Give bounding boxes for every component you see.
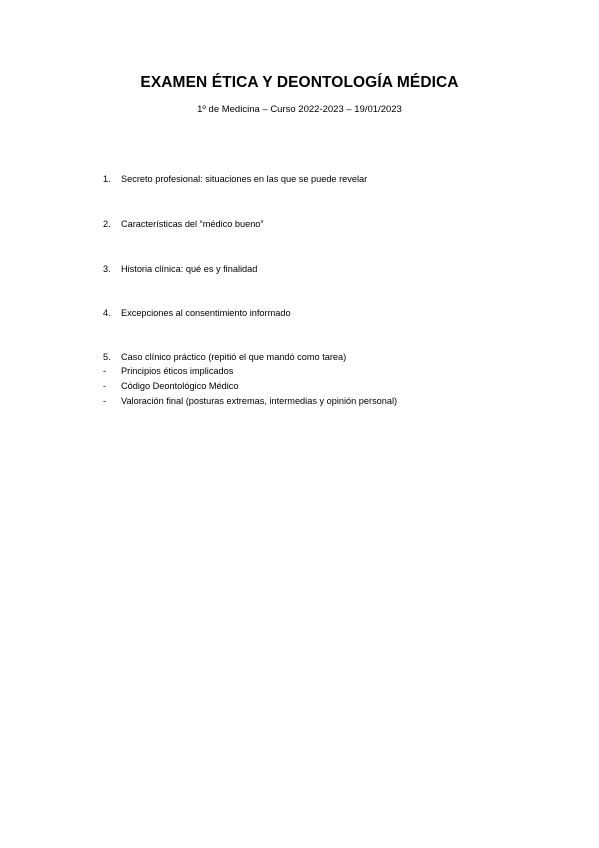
question-number: 2. <box>103 219 111 229</box>
question-item <box>103 174 367 184</box>
subitem-text: Principios éticos implicados <box>121 366 234 376</box>
question-text: Excepciones al consentimiento informado <box>121 308 291 318</box>
document-title: EXAMEN ÉTICA Y DEONTOLOGÍA MÉDICA <box>140 74 459 91</box>
question-item <box>103 264 257 274</box>
question-text: Características del “médico bueno” <box>121 219 264 229</box>
subitem-marker: - <box>103 396 107 406</box>
question-number: 3. <box>103 264 111 274</box>
question-text: Caso clínico práctico (repitió el que mandó como tarea) <box>121 352 347 362</box>
subitem-marker: - <box>103 366 107 376</box>
question-number: 4. <box>103 308 111 318</box>
question-item <box>103 352 346 362</box>
question-number: 5. <box>103 352 111 362</box>
subitem-text: Valoración final (posturas extremas, intermedias y opinión personal) <box>121 396 398 406</box>
document-subtitle: 1º de Medicina – Curso 2022-2023 – 19/01/2023 <box>197 104 402 115</box>
subitem <box>103 396 397 406</box>
question-item <box>103 219 263 229</box>
subitem <box>103 366 233 376</box>
subitem <box>103 381 238 391</box>
subitem-text: Código Deontológico Médico <box>121 381 239 391</box>
subitem-marker: - <box>103 381 107 391</box>
question-text: Secreto profesional: situaciones en las que se puede revelar <box>121 174 368 184</box>
question-number: 1. <box>103 174 111 184</box>
question-text: Historia clínica: qué es y finalidad <box>121 264 258 274</box>
question-item <box>103 308 291 318</box>
